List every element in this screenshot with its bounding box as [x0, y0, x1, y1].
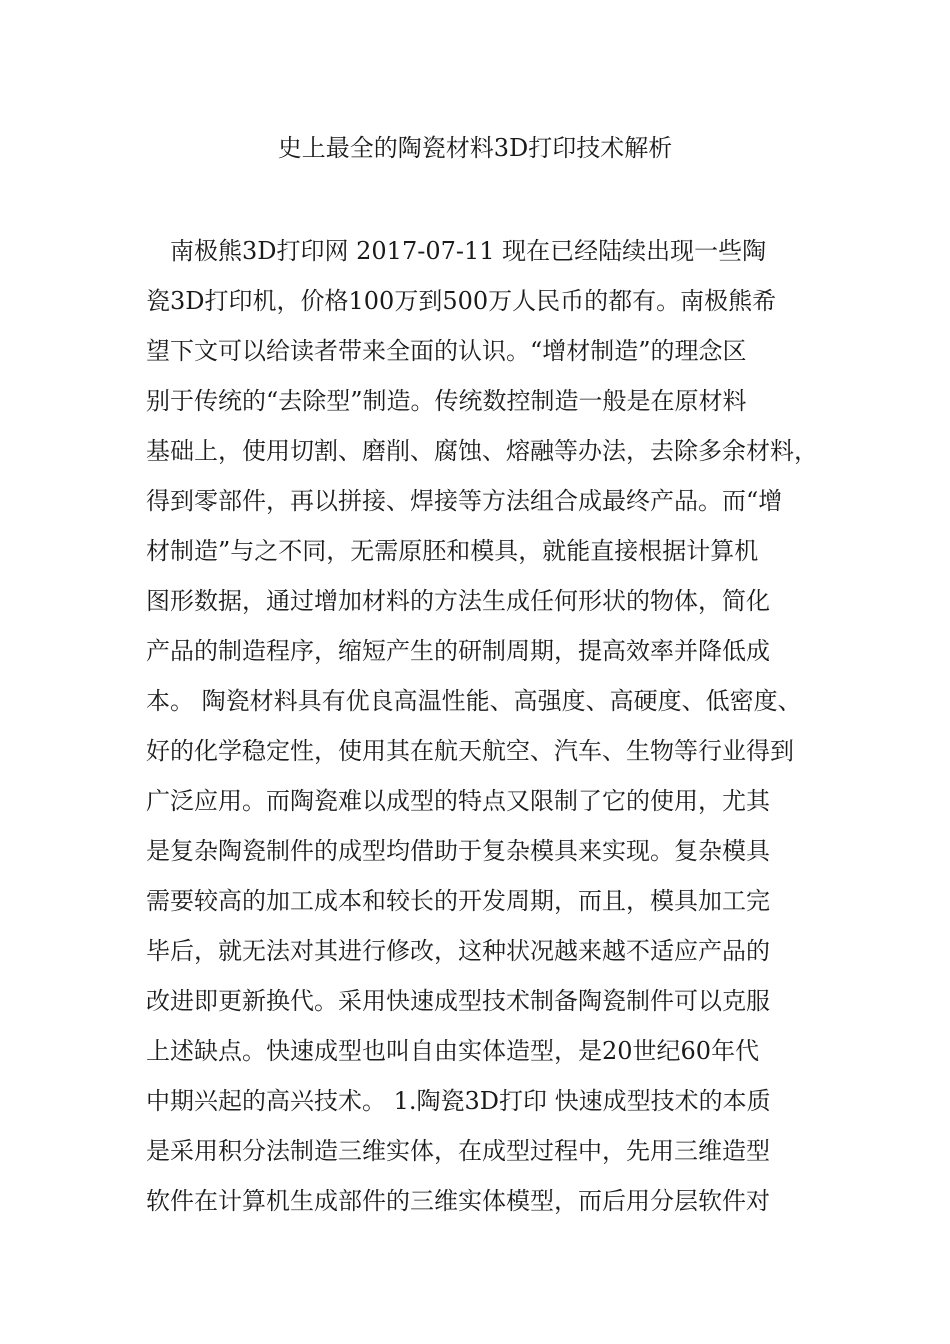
text-line: 产品的制造程序，缩短产生的研制周期，提高效率并降低成 [146, 637, 770, 665]
document-title: 史上最全的陶瓷材料3D打印技术解析 [277, 134, 673, 162]
text-line: 软件在计算机生成部件的三维实体模型，而后用分层软件对 [146, 1187, 770, 1215]
text-line: 中期兴起的高兴技术。 1.陶瓷3D打印 快速成型技术的本质 [146, 1087, 771, 1115]
text-line: 南极熊3D打印网 2017-07-11 现在已经陆续出现一些陶 [170, 237, 767, 265]
text-line: 上述缺点。快速成型也叫自由实体造型，是20世纪60年代 [146, 1037, 760, 1065]
text-line: 毕后，就无法对其进行修改，这种状况越来越不适应产品的 [146, 937, 770, 965]
article-body [146, 226, 846, 1226]
text-line: 是复杂陶瓷制件的成型均借助于复杂模具来实现。复杂模具 [146, 837, 770, 865]
text-line: 广泛应用。而陶瓷难以成型的特点又限制了它的使用，尤其 [146, 787, 770, 815]
text-line: 得到零部件，再以拼接、焊接等方法组合成最终产品。而“增 [146, 487, 783, 515]
text-line: 瓷3D打印机，价格100万到500万人民币的都有。南极熊希 [146, 287, 777, 315]
text-line: 图形数据，通过增加材料的方法生成任何形状的物体，简化 [146, 587, 770, 615]
text-line: 本。 陶瓷材料具有优良高温性能、高强度、高硬度、低密度、 [146, 687, 802, 715]
text-line: 基础上，使用切割、磨削、腐蚀、熔融等办法，去除多余材料， [146, 437, 818, 465]
text-line: 材制造”与之不同，无需原胚和模具，就能直接根据计算机 [146, 537, 759, 565]
text-line: 好的化学稳定性，使用其在航天航空、汽车、生物等行业得到 [146, 737, 794, 765]
text-line: 需要较高的加工成本和较长的开发周期，而且，模具加工完 [146, 887, 770, 915]
text-line: 是采用积分法制造三维实体，在成型过程中，先用三维造型 [146, 1137, 770, 1165]
text-line: 改进即更新换代。采用快速成型技术制备陶瓷制件可以克服 [146, 987, 770, 1015]
text-line: 望下文可以给读者带来全面的认识。“增材制造”的理念区 [146, 337, 747, 365]
text-line: 别于传统的“去除型”制造。传统数控制造一般是在原材料 [146, 387, 747, 415]
